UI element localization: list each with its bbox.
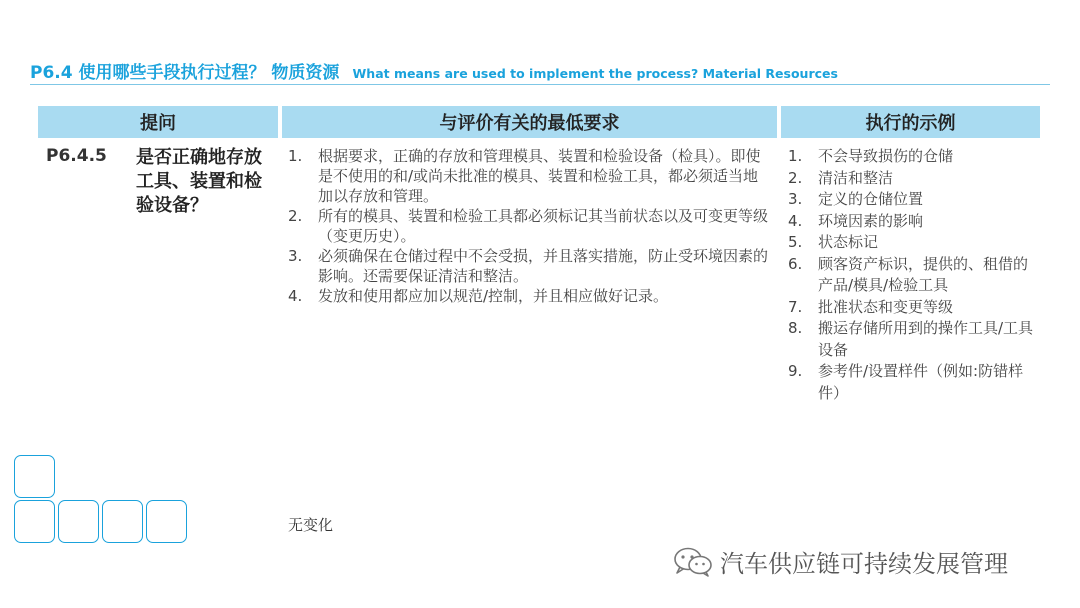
item-number: 6.: [788, 254, 803, 273]
item-number: 4.: [288, 287, 303, 305]
requirements-list: [288, 146, 770, 306]
requirement-item: [288, 146, 770, 206]
item-number: 4.: [788, 211, 803, 230]
item-number: 8.: [788, 319, 803, 337]
decor-square: [146, 500, 187, 543]
item-text: 清洁和整洁: [818, 168, 894, 187]
change-note: 无变化: [288, 516, 334, 534]
example-item: [788, 254, 1038, 297]
requirement-item: [288, 206, 770, 246]
watermark: [672, 544, 1008, 579]
item-number: 3.: [788, 190, 803, 208]
item-text: 必须确保在仓储过程中不会受损，并且落实措施，防止受环境因素的影响。还需要保证清洁和整洁。: [318, 247, 769, 285]
title-english: What means are used to implement the process? Material Resources: [352, 66, 838, 81]
watermark-text: 汽车供应链可持续发展管理: [720, 550, 1008, 578]
question-id: P6.4.5: [46, 146, 107, 166]
item-number: 7.: [788, 297, 803, 316]
example-item: [788, 189, 1038, 211]
item-number: 5.: [788, 233, 803, 251]
page-title: [30, 58, 1060, 83]
decor-square: [102, 500, 143, 543]
requirement-item: [288, 246, 770, 286]
example-item: [788, 146, 1038, 168]
item-text: 不会导致损伤的仓储: [818, 147, 954, 165]
title-main: P6.4 使用哪些手段执行过程？ 物质资源: [30, 63, 340, 83]
wechat-icon: [672, 546, 714, 578]
item-text: 参考件/设置样件（例如:防错样件）: [818, 362, 1024, 402]
item-text: 根据要求，正确的存放和管理模具、装置和检验设备（检具）。即使是不使用的和/或尚未批准的模具、装置和检验工具，都必须适当地加以存放和管理。: [318, 147, 761, 205]
item-text: 搬运存储所用到的操作工具/工具设备: [818, 319, 1034, 359]
item-number: 1.: [788, 147, 803, 165]
item-text: 环境因素的影响: [818, 211, 924, 230]
example-item: [788, 297, 1038, 319]
example-item: [788, 318, 1038, 361]
header-examples: 执行的示例: [781, 106, 1040, 138]
requirement-item: [288, 286, 770, 306]
question-text: 是否正确地存放工具、装置和检验设备？: [136, 147, 262, 216]
decor-square: [14, 455, 55, 498]
item-number: 2.: [788, 168, 803, 187]
item-number: 1.: [288, 147, 303, 165]
item-number: 2.: [288, 207, 303, 225]
item-text: 批准状态和变更等级: [818, 297, 954, 316]
example-item: [788, 168, 1038, 190]
header-requirements: 与评价有关的最低要求: [282, 106, 777, 138]
examples-list: [788, 146, 1038, 404]
decor-square: [14, 500, 55, 543]
item-text: 定义的仓储位置: [818, 190, 924, 208]
item-text: 所有的模具、装置和检验工具都必须标记其当前状态以及可变更等级（变更历史）。: [318, 207, 769, 245]
item-text: 发放和使用都应加以规范/控制，并且相应做好记录。: [318, 287, 669, 305]
example-item: [788, 211, 1038, 233]
item-text: 状态标记: [818, 233, 879, 251]
decor-square: [58, 500, 99, 543]
item-text: 顾客资产标识，提供的、租借的产品/模具/检验工具: [818, 254, 1029, 294]
header-question: 提问: [38, 106, 278, 138]
example-item: [788, 361, 1038, 404]
example-item: [788, 232, 1038, 254]
item-number: 9.: [788, 362, 803, 380]
item-number: 3.: [288, 247, 303, 265]
title-divider: [30, 84, 1050, 85]
